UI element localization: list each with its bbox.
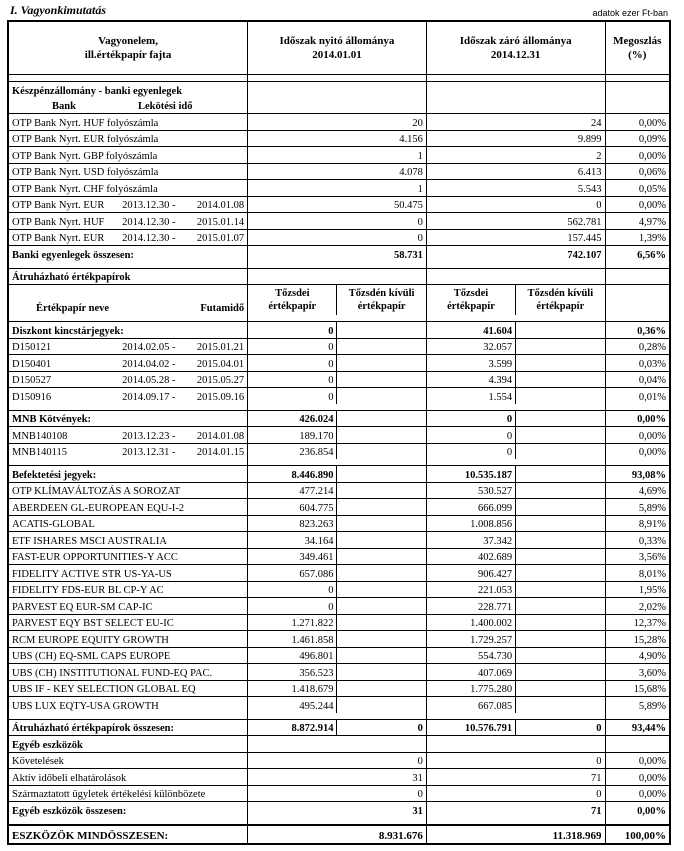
share-value: 0,33%: [605, 532, 670, 549]
open-value: 477.214: [248, 482, 337, 499]
funds-row: [8, 697, 670, 713]
share-value: 0,00%: [605, 769, 670, 786]
row-to: 2015.01.21: [196, 342, 245, 353]
header-row: [8, 21, 670, 75]
open-value: 0: [248, 229, 427, 246]
tbills-close-listed: 41.604: [426, 322, 515, 339]
open-value: 31: [248, 769, 427, 786]
sec-total-share: 93,44%: [605, 719, 670, 736]
row-label: OTP Bank Nyrt. CHF folyószámla: [8, 180, 248, 197]
share-value: 0,00%: [605, 147, 670, 164]
grand-total-share: 100,00%: [605, 825, 670, 844]
open-value: 349.461: [248, 548, 337, 565]
cash-row: [8, 196, 670, 213]
close-value: 24: [426, 114, 605, 131]
col-asset-header: Vagyonelem, ill.értékpapír fajta: [8, 21, 248, 75]
close-value: 0: [426, 443, 515, 459]
row-name: D150916: [12, 391, 52, 403]
share-value: 8,91%: [605, 515, 670, 532]
funds-row: [8, 614, 670, 631]
other-row: [8, 769, 670, 786]
other-total-open: 31: [248, 802, 427, 818]
close-value: 1.008.856: [426, 515, 515, 532]
row-to: 2015.04.01: [196, 358, 245, 370]
close-value: 1.729.257: [426, 631, 515, 648]
funds-row: [8, 565, 670, 582]
row-name: D150121: [12, 342, 52, 353]
close-value: 530.527: [426, 482, 515, 499]
open-value: 0: [248, 355, 337, 372]
open-value: 50.475: [248, 196, 427, 213]
row-label: OTP Bank Nyrt. HUF folyószámla: [8, 114, 248, 131]
row-label: [8, 388, 248, 404]
share-value: 4,69%: [605, 482, 670, 499]
other-row: [8, 785, 670, 802]
row-label: [8, 196, 248, 213]
row-label: OTP Bank Nyrt. USD folyószámla: [8, 163, 248, 180]
cash-row: [8, 180, 670, 197]
funds-row: [8, 680, 670, 697]
share-value: 12,37%: [605, 614, 670, 631]
tbills-row: [8, 371, 670, 388]
share-value: 3,56%: [605, 548, 670, 565]
share-value: 0,28%: [605, 338, 670, 355]
mnb-row: [8, 427, 670, 444]
cash-section-title-row: [8, 82, 670, 98]
share-value: 0,01%: [605, 388, 670, 404]
close-value: 3.599: [426, 355, 515, 372]
other-total-row: [8, 802, 670, 818]
row-label: OTP Bank Nyrt. EUR folyószámla: [8, 130, 248, 147]
unit-note: adatok ezer Ft-ban: [592, 8, 668, 18]
share-value: 0,00%: [605, 427, 670, 444]
row-label: PARVEST EQ EUR-SM CAP-IC: [8, 598, 248, 615]
funds-row: [8, 664, 670, 681]
other-row: [8, 752, 670, 769]
cash-total-row: [8, 246, 670, 262]
row-name: OTP Bank Nyrt. EUR: [12, 233, 105, 244]
row-label: OTP KLÍMAVÁLTOZÁS A SOROZAT: [8, 482, 248, 499]
open-otc-header: Tőzsdén kívüli értékpapír: [337, 285, 426, 316]
row-label: [8, 355, 248, 372]
funds-row: [8, 631, 670, 648]
row-label: [8, 427, 248, 444]
tbills-group-label: Diszkont kincstárjegyek:: [8, 322, 248, 339]
mnb-close-listed: 0: [426, 410, 515, 427]
row-label: UBS LUX EQTY-USA GROWTH: [8, 697, 248, 713]
open-value: 496.801: [248, 647, 337, 664]
funds-row: [8, 581, 670, 598]
sec-total-open-listed: 8.872.914: [248, 719, 337, 736]
row-label: PARVEST EQY BST SELECT EU-IC: [8, 614, 248, 631]
asset-statement-table: [7, 20, 671, 845]
close-listed-header: Tőzsdei értékpapír: [426, 285, 515, 316]
row-label: [8, 371, 248, 388]
row-name: MNB140108: [12, 430, 68, 442]
close-value: 0: [426, 196, 605, 213]
funds-row: [8, 515, 670, 532]
row-label: FAST-EUR OPPORTUNITIES-Y ACC: [8, 548, 248, 565]
open-value: 4.156: [248, 130, 427, 147]
open-value: 4.078: [248, 163, 427, 180]
row-from: 2014.04.02 -: [122, 358, 176, 370]
cash-total-label: Banki egyenlegek összesen:: [8, 246, 248, 262]
open-value: 0: [248, 752, 427, 769]
col-share-header: Megoszlás (%): [605, 21, 670, 75]
row-name: D150401: [12, 358, 52, 370]
cash-col-bank: Bank: [52, 101, 76, 112]
close-value: 71: [426, 769, 605, 786]
close-value: 667.085: [426, 697, 515, 713]
row-name: OTP Bank Nyrt. EUR: [12, 200, 105, 211]
open-value: 356.523: [248, 664, 337, 681]
mnb-group-label: MNB Kötvények:: [8, 410, 248, 427]
share-value: 5,89%: [605, 697, 670, 713]
row-label: Aktív időbeli elhatárolások: [8, 769, 248, 786]
spacer-row: [8, 818, 670, 825]
securities-total-row: [8, 719, 670, 736]
share-value: 1,95%: [605, 581, 670, 598]
col-open-header: Időszak nyitó állománya 2014.01.01: [248, 21, 427, 75]
grand-total-close: 11.318.969: [426, 825, 605, 844]
row-label: [8, 338, 248, 355]
row-to: 2015.01.14: [196, 216, 245, 228]
page-title: I. Vagyonkimutatás: [10, 3, 107, 17]
cash-row: [8, 163, 670, 180]
share-value: 0,00%: [605, 752, 670, 769]
row-label: RCM EUROPE EQUITY GROWTH: [8, 631, 248, 648]
securities-col-name: [8, 285, 248, 316]
row-from: 2014.12.30 -: [122, 216, 176, 228]
close-value: 5.543: [426, 180, 605, 197]
securities-colheader-row: [8, 285, 670, 316]
grand-total-open: 8.931.676: [248, 825, 427, 844]
funds-row: [8, 548, 670, 565]
tbills-group-row: [8, 322, 670, 339]
share-value: 0,06%: [605, 163, 670, 180]
col-close-header: Időszak záró állománya 2014.12.31: [426, 21, 605, 75]
cash-row: [8, 130, 670, 147]
close-value: 1.554: [426, 388, 515, 404]
row-to: 2015.05.27: [196, 375, 245, 386]
row-label: [8, 213, 248, 230]
tbills-row: [8, 355, 670, 372]
row-label: FIDELITY ACTIVE STR US-YA-US: [8, 565, 248, 582]
row-label: [8, 443, 248, 459]
open-listed-header: Tőzsdei értékpapír: [248, 285, 337, 316]
open-value: 0: [248, 581, 337, 598]
close-value: 9.899: [426, 130, 605, 147]
row-from: 2013.12.23 -: [122, 430, 176, 442]
close-value: 0: [426, 752, 605, 769]
funds-group-row: [8, 466, 670, 483]
row-from: 2013.12.31 -: [122, 447, 176, 458]
open-value: 1: [248, 180, 427, 197]
open-value: 0: [248, 371, 337, 388]
funds-group-label: Befektetési jegyek:: [8, 466, 248, 483]
funds-row: [8, 647, 670, 664]
open-value: 20: [248, 114, 427, 131]
cash-section-title: Készpénzállomány - banki egyenlegek: [8, 82, 248, 98]
close-value: 4.394: [426, 371, 515, 388]
row-from: 2014.12.30 -: [122, 233, 176, 244]
tbills-row: [8, 388, 670, 404]
open-value: 657.086: [248, 565, 337, 582]
funds-row: [8, 598, 670, 615]
tbills-share: 0,36%: [605, 322, 670, 339]
share-value: 0,05%: [605, 180, 670, 197]
cash-row: [8, 114, 670, 131]
funds-open-listed: 8.446.890: [248, 466, 337, 483]
funds-row: [8, 482, 670, 499]
row-label: FIDELITY FDS-EUR BL CP-Y AC: [8, 581, 248, 598]
sec-total-close-otc: 0: [516, 719, 605, 736]
close-value: 1.400.002: [426, 614, 515, 631]
row-label: Követelések: [8, 752, 248, 769]
row-to: 2014.01.08: [196, 430, 245, 442]
close-value: 6.413: [426, 163, 605, 180]
close-value: 562.781: [426, 213, 605, 230]
cash-subheader-row: [8, 98, 670, 114]
close-value: 906.427: [426, 565, 515, 582]
close-value: 666.099: [426, 499, 515, 516]
row-name: OTP Bank Nyrt. HUF: [12, 216, 105, 228]
share-value: 1,39%: [605, 229, 670, 246]
open-value: 1.461.858: [248, 631, 337, 648]
cash-row: [8, 147, 670, 164]
cash-total-share: 6,56%: [605, 246, 670, 262]
other-total-label: Egyéb eszközök összesen:: [8, 802, 248, 818]
mnb-group-row: [8, 410, 670, 427]
open-value: 0: [248, 338, 337, 355]
funds-close-listed: 10.535.187: [426, 466, 515, 483]
share-value: 3,60%: [605, 664, 670, 681]
open-value: 0: [248, 388, 337, 404]
row-to: 2014.01.08: [196, 200, 245, 211]
cash-total-close: 742.107: [426, 246, 605, 262]
grand-total-label: ESZKÖZÖK MINDÖSSZESEN:: [8, 825, 248, 844]
share-value: 0,09%: [605, 130, 670, 147]
row-label: UBS (CH) INSTITUTIONAL FUND-EQ PAC.: [8, 664, 248, 681]
funds-row: [8, 499, 670, 516]
open-value: 604.775: [248, 499, 337, 516]
close-value: 554.730: [426, 647, 515, 664]
close-value: 407.069: [426, 664, 515, 681]
close-value: 0: [426, 785, 605, 802]
share-value: 0,04%: [605, 371, 670, 388]
securities-title: Átruházható értékpapírok: [8, 268, 248, 285]
share-value: 15,28%: [605, 631, 670, 648]
share-value: 8,01%: [605, 565, 670, 582]
share-value: 15,68%: [605, 680, 670, 697]
open-value: 189.170: [248, 427, 337, 444]
funds-row: [8, 532, 670, 549]
sec-total-open-otc: 0: [337, 719, 426, 736]
row-label: UBS IF - KEY SELECTION GLOBAL EQ: [8, 680, 248, 697]
share-value: 4,90%: [605, 647, 670, 664]
row-from: 2014.02.05 -: [122, 342, 176, 353]
row-to: 2015.01.07: [196, 233, 245, 244]
open-value: 0: [248, 598, 337, 615]
row-label: ABERDEEN GL-EUROPEAN EQU-I-2: [8, 499, 248, 516]
open-value: 823.263: [248, 515, 337, 532]
row-from: 2014.09.17 -: [122, 391, 176, 403]
funds-share: 93,08%: [605, 466, 670, 483]
cash-row: [8, 229, 670, 246]
share-value: 5,89%: [605, 499, 670, 516]
row-from: 2013.12.30 -: [122, 200, 176, 211]
row-name: D150527: [12, 375, 52, 386]
other-total-share: 0,00%: [605, 802, 670, 818]
share-value: 2,02%: [605, 598, 670, 615]
grand-total-row: [8, 825, 670, 844]
row-label: Származtatott ügyletek értékelési különbözete: [8, 785, 248, 802]
row-to: 2015.09.16: [196, 391, 245, 403]
open-value: 0: [248, 213, 427, 230]
row-from: 2014.05.28 -: [122, 375, 176, 386]
open-value: 236.854: [248, 443, 337, 459]
open-value: 495.244: [248, 697, 337, 713]
securities-total-label: Átruházható értékpapírok összesen:: [8, 719, 248, 736]
securities-title-row: [8, 268, 670, 285]
close-value: 1.775.280: [426, 680, 515, 697]
share-value: 0,00%: [605, 443, 670, 459]
other-title-row: [8, 736, 670, 753]
open-value: 34.164: [248, 532, 337, 549]
col-security-name: Értékpapír neve: [36, 303, 110, 314]
other-title: Egyéb eszközök: [8, 736, 248, 753]
row-label: OTP Bank Nyrt. GBP folyószámla: [8, 147, 248, 164]
close-value: 221.053: [426, 581, 515, 598]
sec-total-close-listed: 10.576.791: [426, 719, 515, 736]
row-label: ACATIS-GLOBAL: [8, 515, 248, 532]
col-maturity: Futamidő: [200, 303, 245, 314]
row-label: ETF ISHARES MSCI AUSTRALIA: [8, 532, 248, 549]
row-label: UBS (CH) EQ-SML CAPS EUROPE: [8, 647, 248, 664]
open-value: 1.271.822: [248, 614, 337, 631]
mnb-open-listed: 426.024: [248, 410, 337, 427]
row-label: [8, 229, 248, 246]
mnb-row: [8, 443, 670, 459]
close-value: 37.342: [426, 532, 515, 549]
close-value: 2: [426, 147, 605, 164]
open-value: 1: [248, 147, 427, 164]
close-value: 157.445: [426, 229, 605, 246]
close-value: 402.689: [426, 548, 515, 565]
open-value: 1.418.679: [248, 680, 337, 697]
row-name: MNB140115: [12, 447, 68, 458]
share-value: 4,97%: [605, 213, 670, 230]
close-value: 0: [426, 427, 515, 444]
close-otc-header: Tőzsdén kívüli értékpapír: [516, 285, 605, 316]
share-value: 0,03%: [605, 355, 670, 372]
cash-col-term: Lekötési idő: [137, 101, 193, 112]
row-to: 2014.01.15: [196, 447, 245, 458]
tbills-row: [8, 338, 670, 355]
cash-total-open: 58.731: [248, 246, 427, 262]
open-value: 0: [248, 785, 427, 802]
share-value: 0,00%: [605, 114, 670, 131]
close-value: 228.771: [426, 598, 515, 615]
spacer-row: [8, 75, 670, 82]
share-value: 0,00%: [605, 196, 670, 213]
mnb-share: 0,00%: [605, 410, 670, 427]
share-value: 0,00%: [605, 785, 670, 802]
other-total-close: 71: [426, 802, 605, 818]
tbills-open-listed: 0: [248, 322, 337, 339]
close-value: 32.057: [426, 338, 515, 355]
cash-row: [8, 213, 670, 230]
